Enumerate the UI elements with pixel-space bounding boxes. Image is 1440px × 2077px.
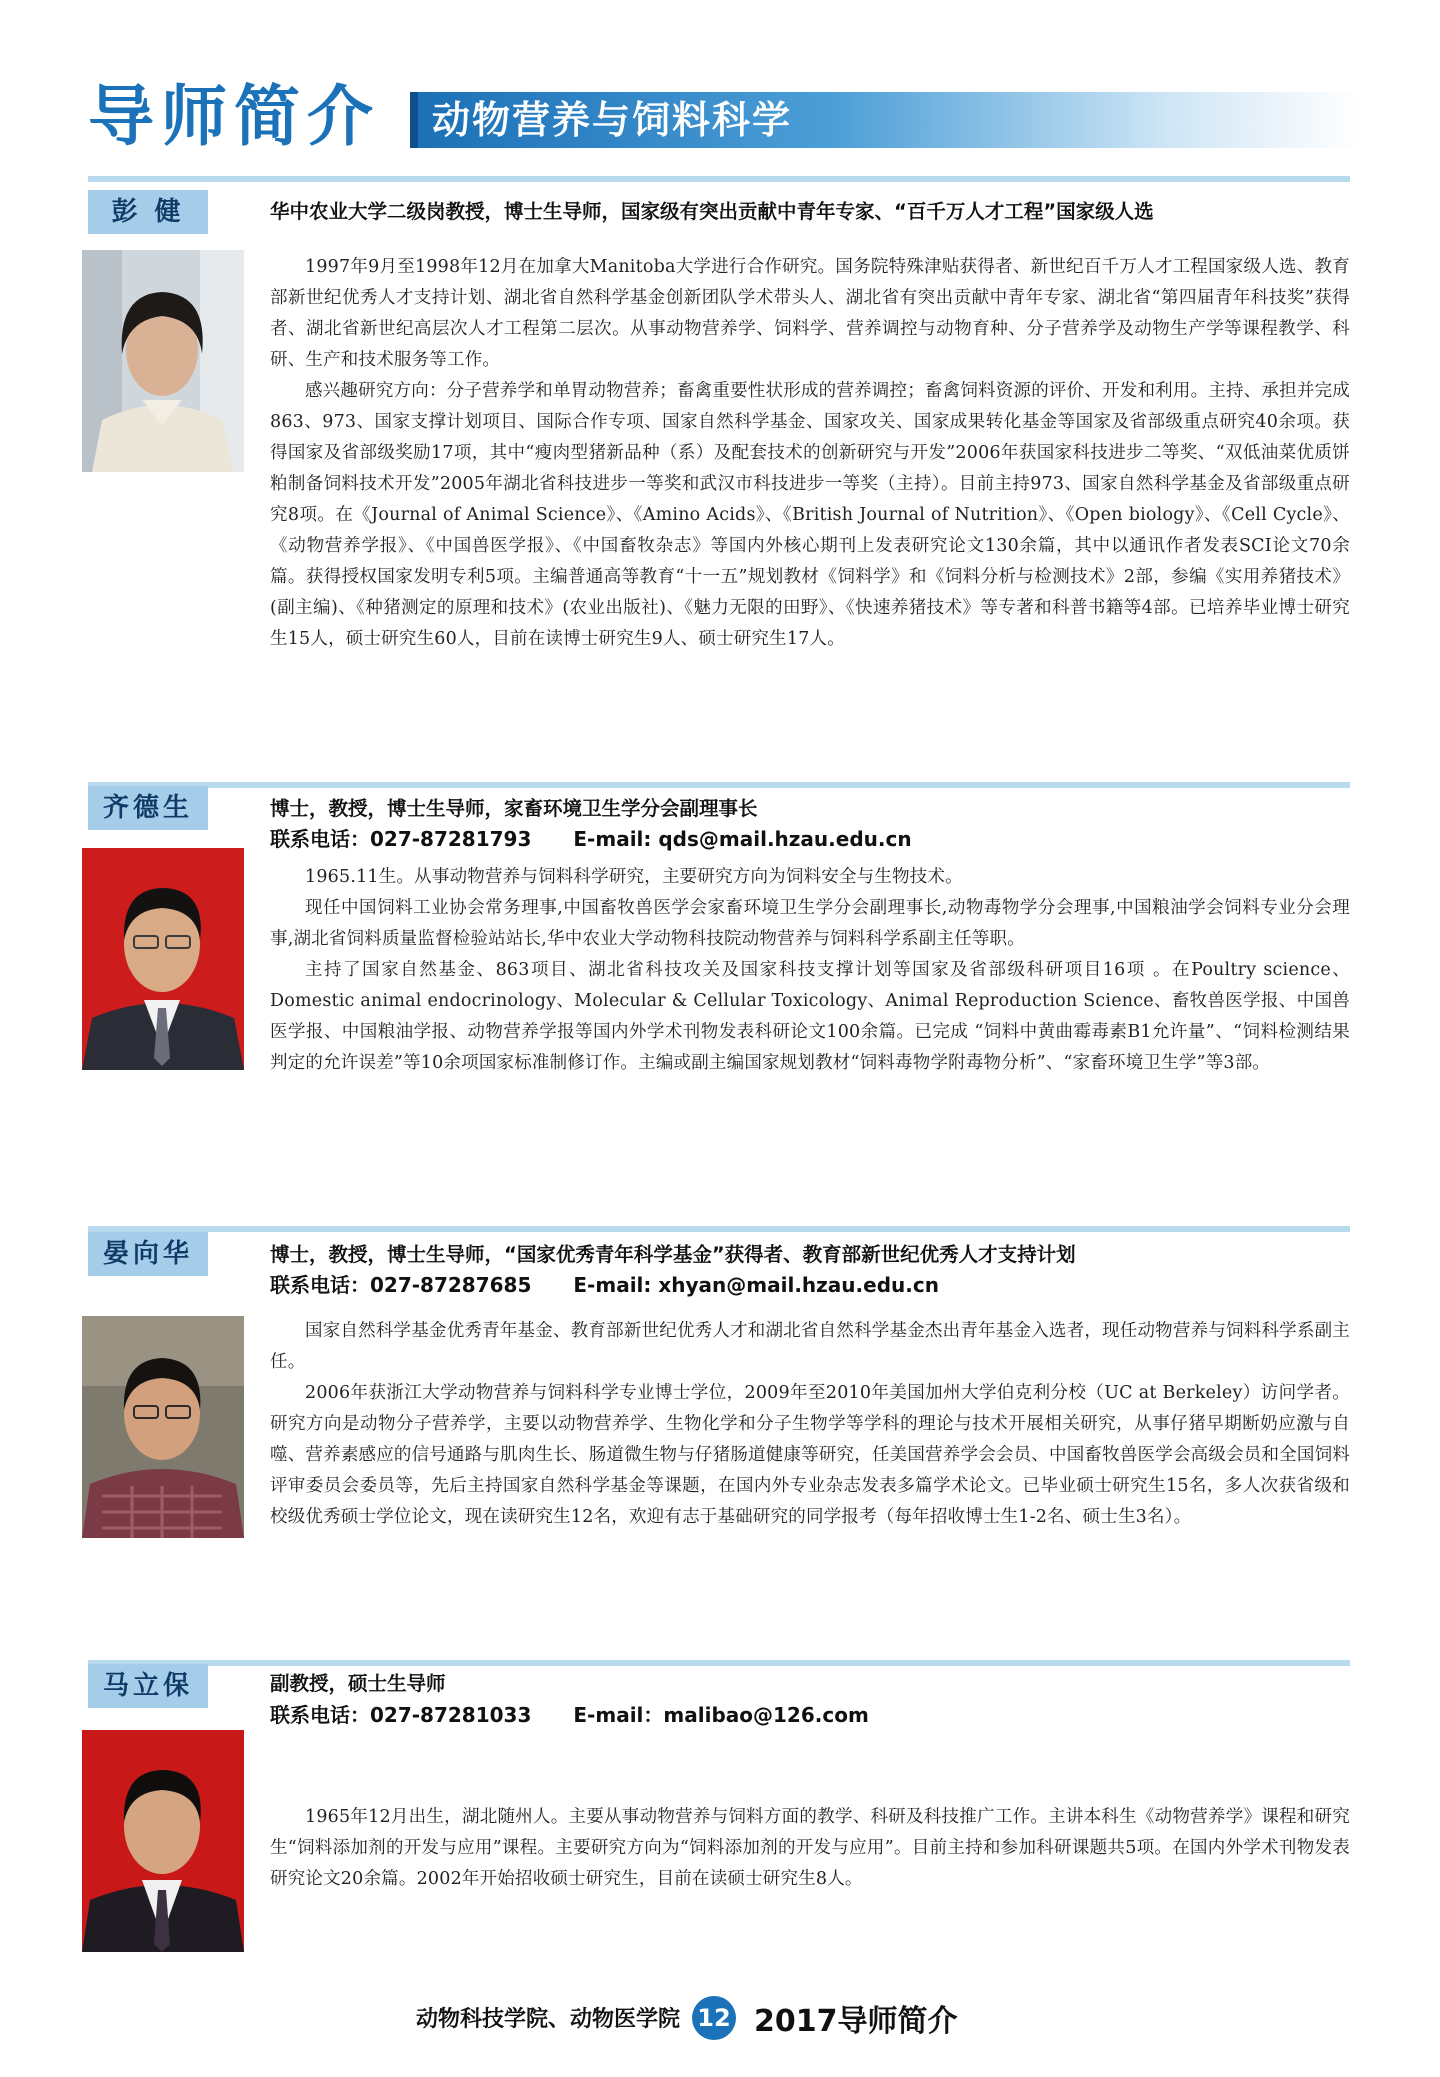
bio-paragraph: 现任中国饲料工业协会常务理事,中国畜牧兽医学会家畜环境卫生学分会副理事长,动物毒物学分会理事,中国粮油学会饲料专业分会理事,湖北省饲料质量监督检验站站长,华中农业大学动物科技院动物营养与饲料科学系副主任等职。 <box>270 898 1350 949</box>
bio-paragraph: 2006年获浙江大学动物营养与饲料科学专业博士学位，2009年至2010年美国加州大学伯克利分校（UC at Berkeley）访问学者。研究方向是动物分子营养学，主要以动物营养学、生物化学和分子生物学等学科的理论与技术开展相关研究，从事仔猪早期断奶应激与自噬、营养素感应的信号通路与肌肉生长、肠道微生物与仔猪肠道健康等研究，任美国营养学会会员、中国畜牧兽医学会高级会员和全国饲料评审委员会委员等，先后主持国家自然科学基金等课题，在国内外专业杂志发表多篇学术论文。已毕业硕士研究生15名，多人次获省级和校级优秀硕士学位论文，现在读研究生12名，欢迎有志于基础研究的同学报考（每年招收博士生1-2名、硕士生3名）。 <box>270 1383 1350 1527</box>
section-rule <box>88 1226 1350 1232</box>
contact-line <box>270 1271 939 1299</box>
name-tab: 马立保 <box>88 1664 208 1708</box>
phone-text: 联系电话：027-87281033 <box>270 1703 532 1727</box>
phone-text: 联系电话：027-87287685 <box>270 1273 532 1297</box>
page-footer <box>0 1990 1440 2046</box>
bio-paragraph: 感兴趣研究方向：分子营养学和单胃动物营养；畜禽重要性状形成的营养调控；畜禽饲料资源的评价、开发和利用。主持、承担并完成863、973、国家支撑计划项目、国际合作专项、国家自然科学基金、国家攻关、国家成果转化基金等国家及省部级重点研究40余项。获得国家及省部级奖励17项，其中“瘦肉型猪新品种（系）及配套技术的创新研究与开发”2006年获国家科技进步二等奖、“双低油菜优质饼粕制备饲料技术开发”2005年湖北省科技进步一等奖和武汉市科技进步一等奖（主持）。目前主持973、国家自然科学基金及省部级重点研究8项。在《Journal of Animal Science》、《Amino Acids》、《British Journal of Nutrition》、《Open biology》、《Cell Cycle》、《动物营养学报》、《中国兽医学报》、《中国畜牧杂志》等国内外核心期刊上发表研究论文130余篇，其中以通讯作者发表SCI论文70余篇。获得授权国家发明专利5项。主编普通高等教育“十一五”规划教材《饲料学》和《饲料分析与检测技术》2部，参编《实用养猪技术》(副主编)、《种猪测定的原理和技术》(农业出版社)、《魅力无限的田野》、《快速养猪技术》等专著和科普书籍等4部。已培养毕业博士研究生15人，硕士研究生60人，目前在读博士研究生9人、硕士研究生17人。 <box>270 381 1350 649</box>
email-link[interactable]: E-mail: qds@mail.hzau.edu.cn <box>573 827 912 851</box>
page-subtitle: 动物营养与饲料科学 <box>432 98 793 142</box>
bio-paragraph: 1965年12月出生，湖北随州人。主要从事动物营养与饲料方面的教学、科研及科技推广工作。主讲本科生《动物营养学》课程和研究生“饲料添加剂的开发与应用”课程。主要研究方向为“饲料添加剂的开发与应用”。目前主持和参加科研课题共5项。在国内外学术刊物发表研究论文20余篇。2002年开始招收硕士研究生，目前在读硕士研究生8人。 <box>270 1807 1350 1889</box>
bio-paragraph: 1997年9月至1998年12月在加拿大Manitoba大学进行合作研究。国务院特殊津贴获得者、新世纪百千万人才工程国家级人选、教育部新世纪优秀人才支持计划、湖北省自然科学基金创新团队学术带头人、湖北省有突出贡献中青年专家、湖北省“第四届青年科技奖”获得者、湖北省新世纪高层次人才工程第二层次。从事动物营养学、饲料学、营养调控与动物育种、分子营养学及动物生产学等课程教学、科研、生产和技术服务等工作。 <box>270 257 1350 370</box>
profile-headline: 博士，教授，博士生导师，家畜环境卫生学分会副理事长 <box>270 797 758 820</box>
profile-bio <box>270 252 1350 655</box>
portrait-photo <box>82 848 244 1070</box>
section-rule <box>88 782 1350 788</box>
section-rule <box>88 176 1350 182</box>
name-tab: 齐德生 <box>88 786 208 830</box>
contact-line <box>270 1701 869 1729</box>
portrait-photo <box>82 250 244 472</box>
page-title: 导师简介 <box>88 78 380 155</box>
bio-paragraph: 国家自然科学基金优秀青年基金、教育部新世纪优秀人才和湖北省自然科学基金杰出青年基金入选者，现任动物营养与饲料科学系副主任。 <box>270 1321 1350 1372</box>
profile-bio <box>270 862 1350 1079</box>
profile-headline: 华中农业大学二级岗教授，博士生导师，国家级有突出贡献中青年专家、“百千万人才工程”国家级人选 <box>270 200 1154 223</box>
footer-publication: 2017导师简介 <box>754 2004 958 2039</box>
profile-bio <box>270 1802 1350 1895</box>
portrait-photo <box>82 1316 244 1538</box>
footer-institution: 动物科技学院、动物医学院 <box>415 2007 680 2032</box>
portrait-photo <box>82 1730 244 1952</box>
profile-headline: 副教授，硕士生导师 <box>270 1672 446 1695</box>
name-tab: 彭 健 <box>88 190 208 234</box>
profile-bio <box>270 1316 1350 1533</box>
contact-line <box>270 825 912 853</box>
section-rule <box>88 1660 1350 1666</box>
bio-paragraph: 主持了国家自然基金、863项目、湖北省科技攻关及国家科技支撑计划等国家及省部级科研项目16项 。在Poultry science、Domestic animal endocrinology、Molecular & Cellular Toxicology、Animal Reproduction Science、畜牧兽医学报、中国兽医学报、中国粮油学报、动物营养学报等国内外学术刊物发表科研论文100余篇。已完成 “饲料中黄曲霉毒素B1允许量”、“饲料检测结果判定的允许误差”等10余项国家标准制修订作。主编或副主编国家规划教材“饲料毒物学附毒物分析”、“家畜环境卫生学”等3部。 <box>270 960 1350 1073</box>
bio-paragraph: 1965.11生。从事动物营养与饲料科学研究，主要研究方向为饲料安全与生物技术。 <box>305 867 963 887</box>
email-link[interactable]: E-mail：malibao@126.com <box>573 1703 869 1727</box>
profile-headline: 博士，教授，博士生导师，“国家优秀青年科学基金”获得者、教育部新世纪优秀人才支持计划 <box>270 1243 1076 1266</box>
page-number: 12 <box>692 1996 736 2040</box>
phone-text: 联系电话：027-87281793 <box>270 827 532 851</box>
title-band-accent <box>410 92 418 148</box>
name-tab: 晏向华 <box>88 1232 208 1276</box>
email-link[interactable]: E-mail: xhyan@mail.hzau.edu.cn <box>573 1273 939 1297</box>
